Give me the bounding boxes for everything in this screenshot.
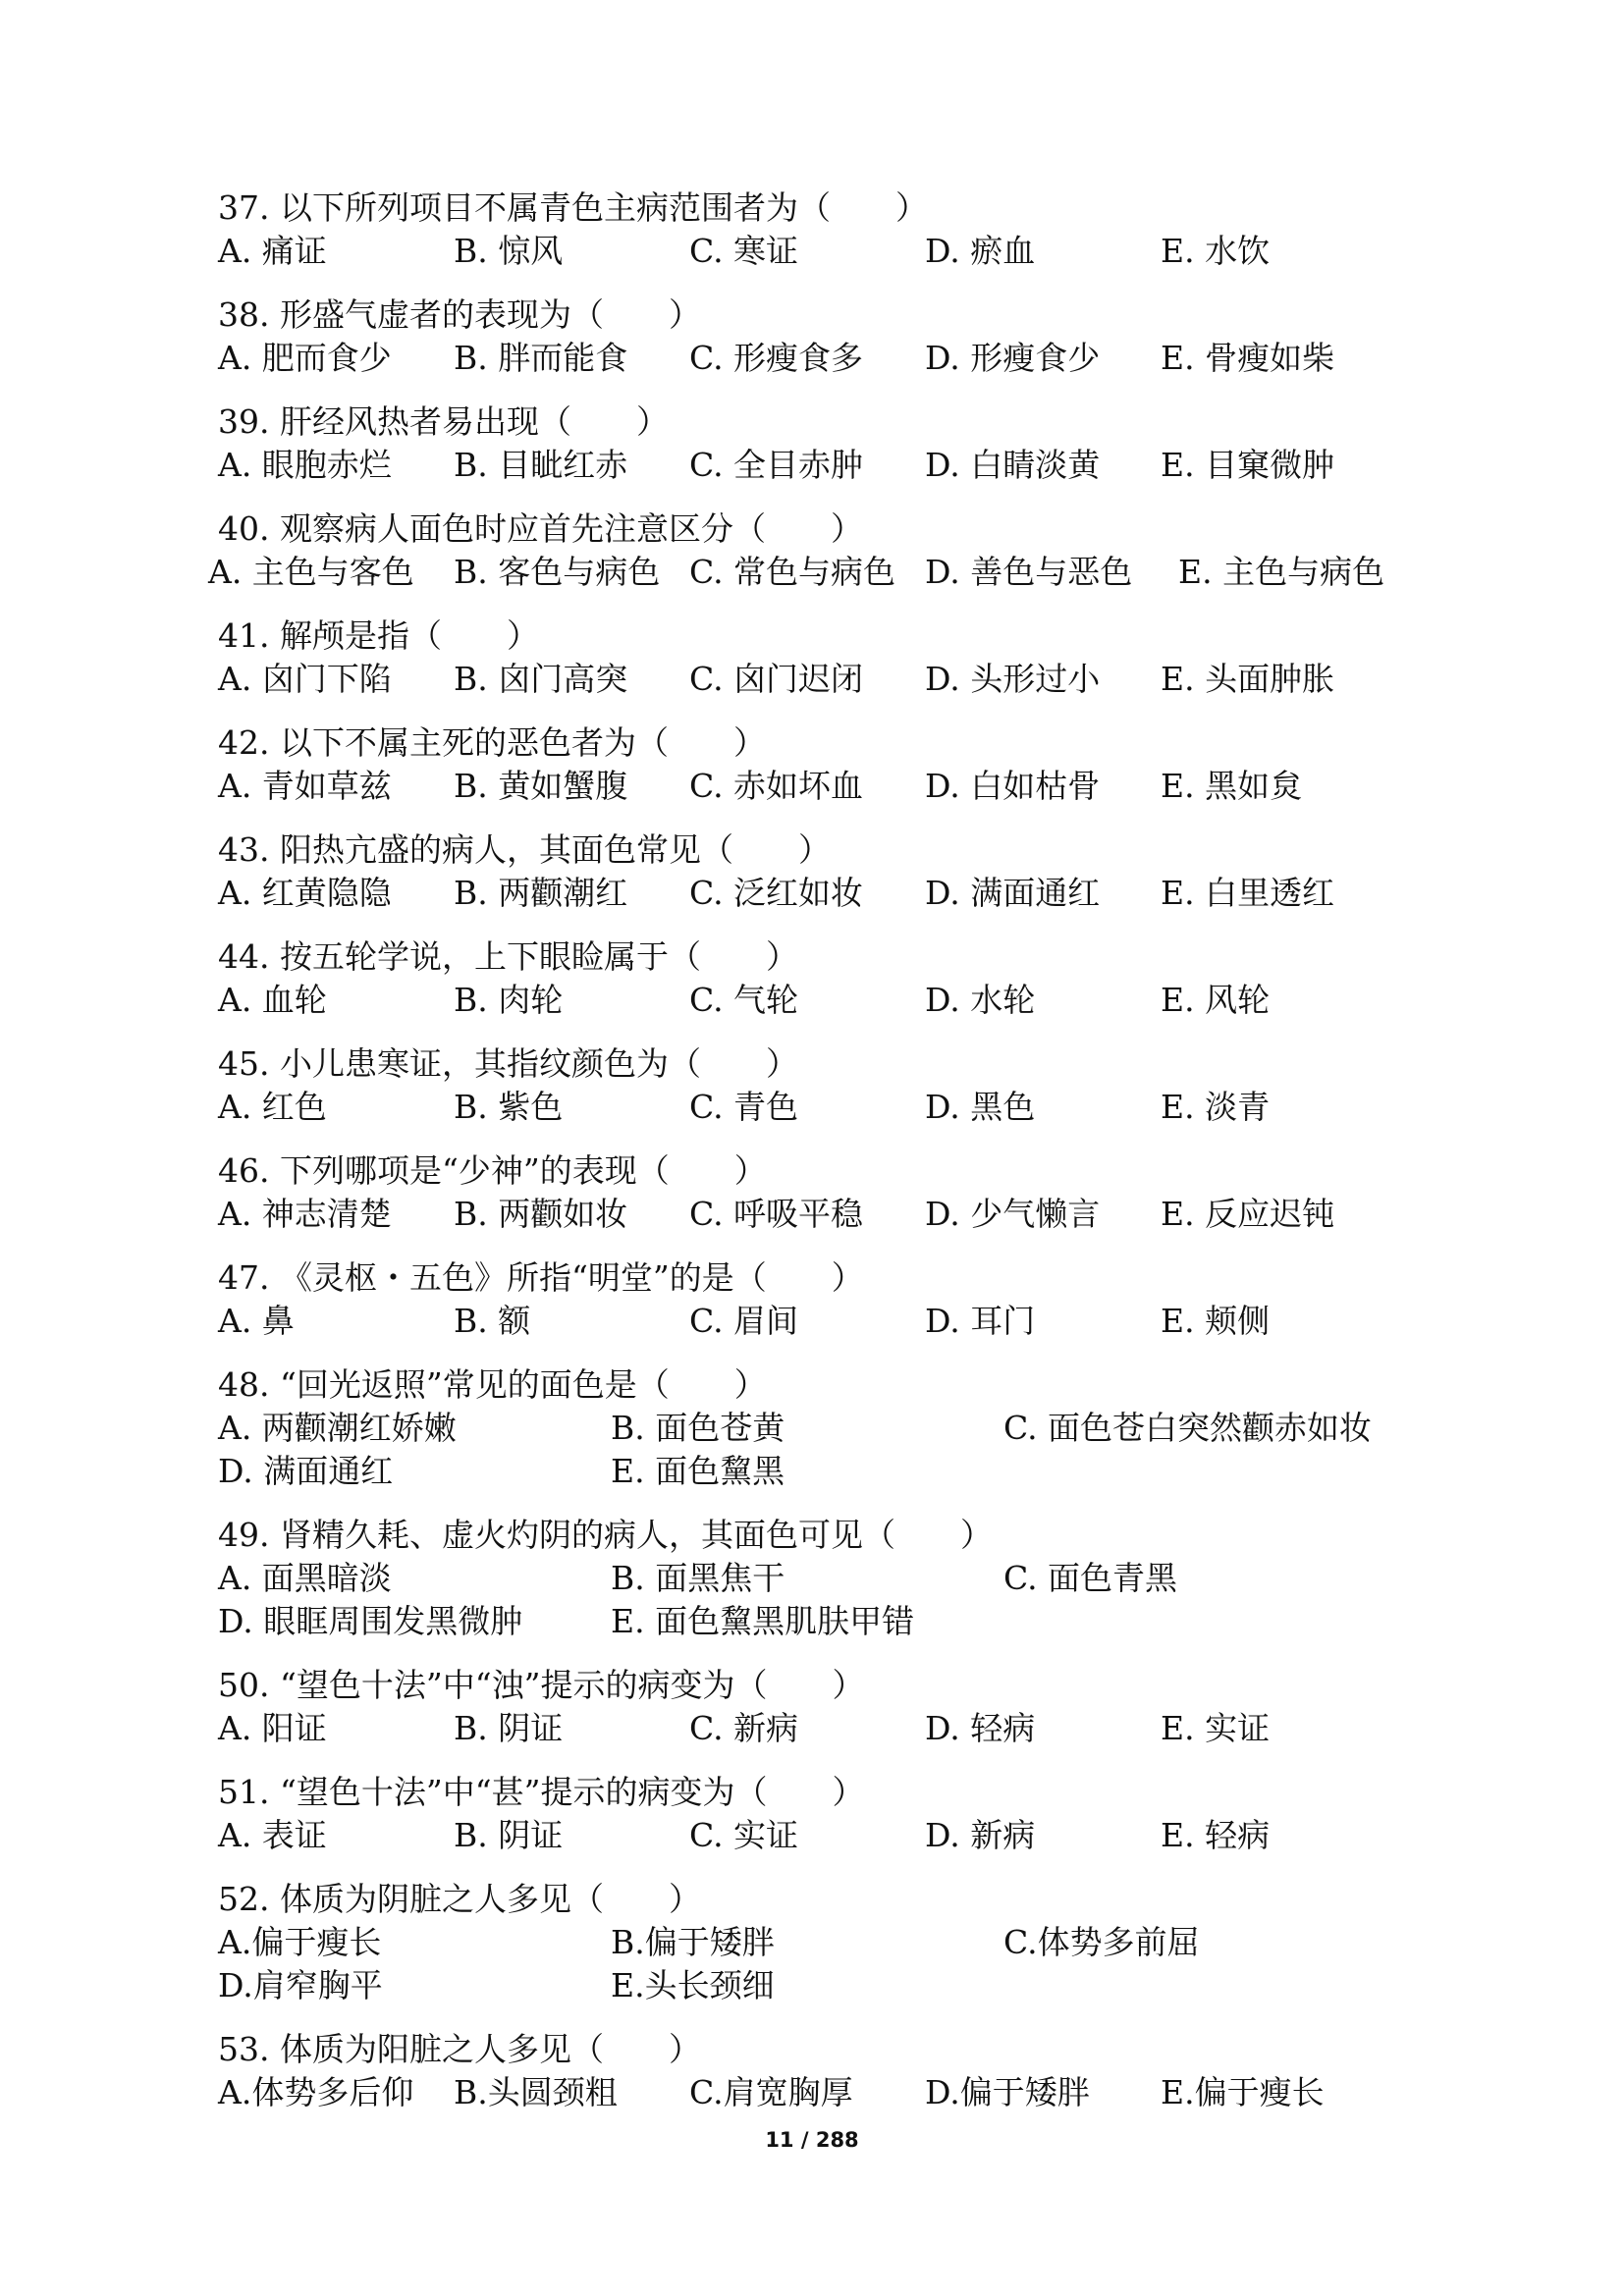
question-stem: 38. 形盛气虚者的表现为（ ） [218,295,701,334]
question-stem: 42. 以下不属主死的恶色者为（ ） [218,723,766,762]
option-row [218,1964,1435,2007]
question-47 [218,1256,1435,1343]
question-stem: 41. 解颅是指（ ） [218,616,539,655]
option-row [218,1921,1435,1964]
option-a: A. 红黄隐隐 [218,874,392,912]
option-b: B. 阴证 [454,1709,564,1747]
option-row [218,658,1435,701]
option-b: B. 囟门高突 [454,660,628,698]
option-e: E. 淡青 [1161,1088,1271,1126]
question-48 [218,1363,1435,1493]
question-stem: 39. 肝经风热者易出现（ ） [218,402,669,441]
option-row [218,444,1435,487]
option-row [218,1707,1435,1750]
option-d: D. 耳门 [925,1302,1036,1340]
option-c: C. 泛红如妆 [689,874,864,912]
option-e: E. 骨瘦如柴 [1161,339,1335,377]
question-38 [218,294,1435,380]
option-b: B. 目眦红赤 [454,446,628,484]
option-a: A. 囟门下陷 [218,660,392,698]
option-d: D. 瘀血 [925,232,1036,270]
option-b: B. 面黑焦干 [611,1559,785,1597]
page-number: 11 / 288 [765,2128,859,2152]
option-d: D. 水轮 [925,981,1036,1019]
question-stem: 47. 《灵枢・五色》所指“明堂”的是（ ） [218,1258,864,1297]
option-row [218,979,1435,1022]
option-e: E. 主色与病色 [1178,553,1385,591]
option-b: B. 两颧潮红 [454,874,628,912]
option-e: E. 风轮 [1161,981,1271,1019]
option-row [218,230,1435,273]
option-b: B. 额 [454,1302,531,1340]
question-40 [208,507,1435,594]
question-stem: 45. 小儿患寒证，其指纹颜色为（ ） [218,1044,798,1083]
option-row [218,872,1435,915]
question-49 [218,1514,1435,1643]
question-52 [218,1878,1435,2007]
option-a: A. 肥而食少 [218,339,392,377]
option-b: B. 面色苍黄 [611,1409,785,1447]
question-42 [218,721,1435,808]
option-c: C. 实证 [689,1816,799,1854]
option-c: C. 囟门迟闭 [689,660,864,698]
option-e: E. 水饮 [1161,232,1271,270]
option-c: C. 面色苍白突然颧赤如妆 [1003,1409,1373,1447]
option-c: C.体势多前屈 [1003,1923,1200,1961]
option-e: E. 实证 [1161,1709,1271,1747]
option-e: E. 黑如炱 [1161,767,1303,805]
question-stem: 44. 按五轮学说，上下眼睑属于（ ） [218,937,798,976]
option-b: B. 客色与病色 [454,553,661,591]
option-e: E. 面色黧黑肌肤甲错 [611,1602,915,1640]
option-row [218,1086,1435,1129]
option-d: D. 满面通红 [925,874,1101,912]
question-37 [218,187,1435,273]
question-stem: 43. 阳热亢盛的病人，其面色常见（ ） [218,830,831,869]
option-c: C. 赤如坏血 [689,767,864,805]
option-b: B. 惊风 [454,232,564,270]
option-a: A.偏于瘦长 [218,1923,382,1961]
option-c: C. 形瘦食多 [689,339,864,377]
option-a: A. 血轮 [218,981,327,1019]
option-c: C. 青色 [689,1088,799,1126]
question-46 [218,1149,1435,1236]
question-53 [218,2028,1435,2114]
option-a: A. 阳证 [218,1709,327,1747]
option-e: E. 目窠微肿 [1161,446,1335,484]
option-d: D. 眼眶周围发黑微肿 [218,1602,523,1640]
option-row [218,765,1435,808]
option-a: A. 神志清楚 [218,1195,392,1233]
question-stem: 37. 以下所列项目不属青色主病范围者为（ ） [218,188,928,227]
option-row [218,1600,1435,1643]
option-b: B. 黄如蟹腹 [454,767,628,805]
option-row [208,551,1435,594]
question-39 [218,400,1435,487]
option-b: B.头圆颈粗 [454,2073,618,2111]
option-a: A. 眼胞赤烂 [218,446,392,484]
option-c: C. 全目赤肿 [689,446,864,484]
question-44 [218,935,1435,1022]
option-row [218,2071,1435,2114]
question-50 [218,1664,1435,1750]
option-d: D. 轻病 [925,1709,1036,1747]
option-c: C. 面色青黑 [1003,1559,1178,1597]
option-d: D. 头形过小 [925,660,1101,698]
option-c: C. 呼吸平稳 [689,1195,864,1233]
option-e: E. 反应迟钝 [1161,1195,1335,1233]
question-stem: 48. “回光返照”常见的面色是（ ） [218,1365,767,1404]
question-51 [218,1771,1435,1857]
option-a: A. 痛证 [218,232,327,270]
option-e: E. 轻病 [1161,1816,1271,1854]
option-row [218,1450,1435,1493]
option-d: D. 满面通红 [218,1452,394,1490]
option-d: D. 白睛淡黄 [925,446,1101,484]
option-e: E.头长颈细 [611,1966,775,2004]
option-c: C. 新病 [689,1709,799,1747]
option-d: D. 少气懒言 [925,1195,1101,1233]
option-c: C. 气轮 [689,981,799,1019]
option-c: C. 寒证 [689,232,799,270]
option-e: E.偏于瘦长 [1161,2073,1325,2111]
option-a: A. 青如草兹 [218,767,392,805]
option-e: E. 颊侧 [1161,1302,1271,1340]
option-d: D. 新病 [925,1816,1036,1854]
option-a: A. 面黑暗淡 [218,1559,392,1597]
option-b: B. 紫色 [454,1088,564,1126]
question-stem: 52. 体质为阴脏之人多见（ ） [218,1880,701,1918]
option-d: D. 善色与恶色 [925,553,1133,591]
option-row [218,1407,1435,1450]
question-41 [218,614,1435,701]
option-a: A.体势多后仰 [218,2073,414,2111]
option-row [218,1300,1435,1343]
option-d: D.肩窄胸平 [218,1966,383,2004]
option-row [218,1557,1435,1600]
option-b: B.偏于矮胖 [611,1923,775,1961]
option-e: E. 白里透红 [1161,874,1335,912]
option-row [218,1193,1435,1236]
option-row [218,1814,1435,1857]
question-stem: 51. “望色十法”中“甚”提示的病变为（ ） [218,1773,865,1811]
option-c: C. 常色与病色 [689,553,896,591]
option-b: B. 肉轮 [454,981,564,1019]
option-c: C.肩宽胸厚 [689,2073,853,2111]
option-b: B. 两颧如妆 [454,1195,628,1233]
option-b: B. 胖而能食 [454,339,628,377]
option-a: A. 主色与客色 [208,553,414,591]
question-stem: 53. 体质为阳脏之人多见（ ） [218,2030,701,2068]
question-43 [218,828,1435,915]
question-stem: 40. 观察病人面色时应首先注意区分（ ） [218,509,863,548]
option-a: A. 表证 [218,1816,327,1854]
question-stem: 49. 肾精久耗、虚火灼阴的病人，其面色可见（ ） [218,1516,993,1554]
option-b: B. 阴证 [454,1816,564,1854]
option-d: D. 白如枯骨 [925,767,1101,805]
option-row [218,337,1435,380]
option-d: D. 黑色 [925,1088,1036,1126]
option-a: A. 鼻 [218,1302,295,1340]
option-a: A. 红色 [218,1088,327,1126]
option-a: A. 两颧潮红娇嫩 [218,1409,457,1447]
question-45 [218,1042,1435,1129]
option-e: E. 头面肿胀 [1161,660,1335,698]
option-d: D. 形瘦食少 [925,339,1101,377]
option-e: E. 面色黧黑 [611,1452,785,1490]
option-d: D.偏于矮胖 [925,2073,1090,2111]
question-stem: 46. 下列哪项是“少神”的表现（ ） [218,1151,767,1190]
option-c: C. 眉间 [689,1302,799,1340]
question-stem: 50. “望色十法”中“浊”提示的病变为（ ） [218,1666,865,1704]
